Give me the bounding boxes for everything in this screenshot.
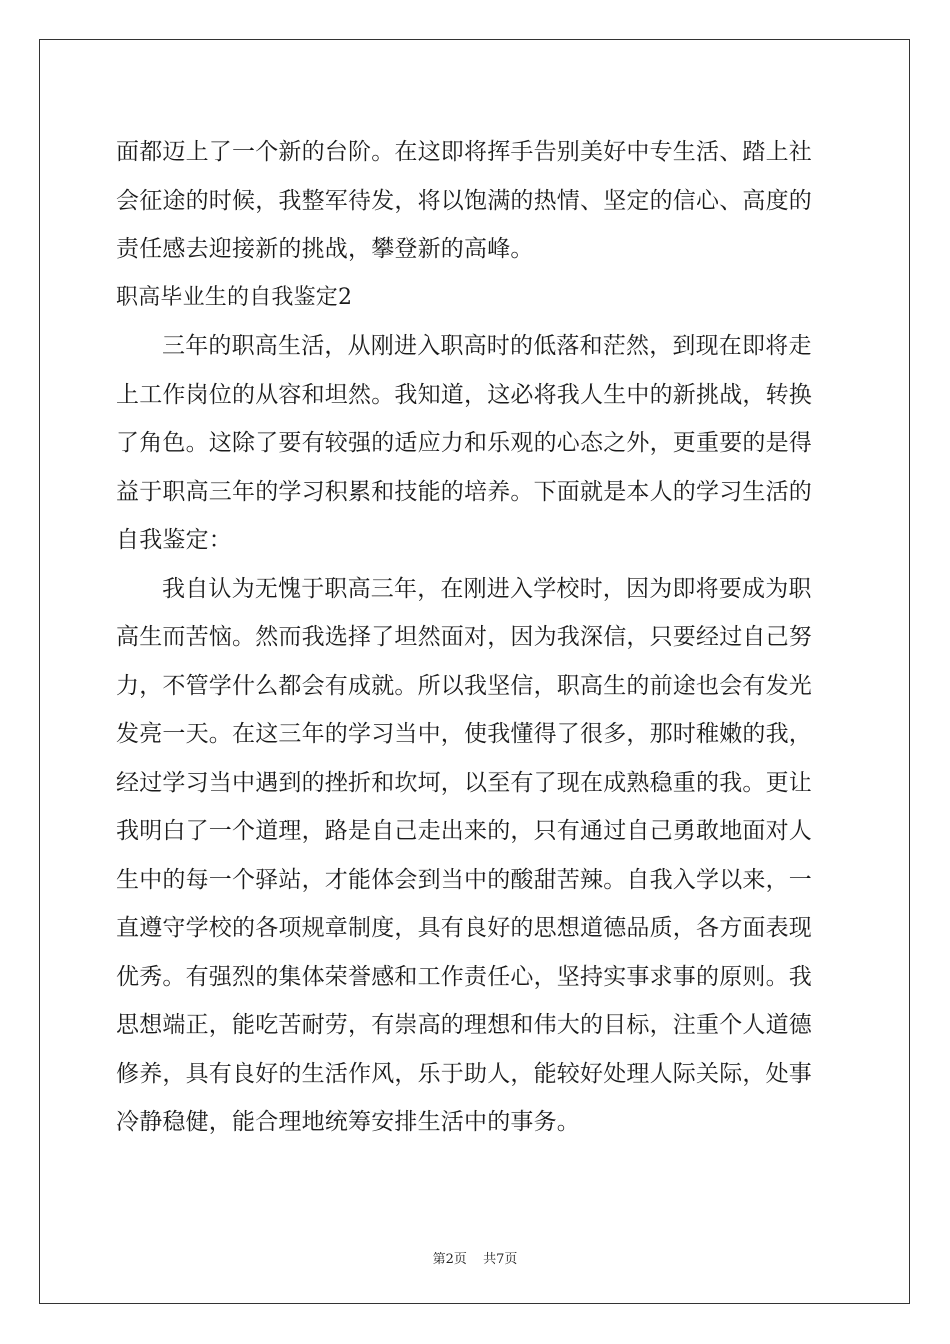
text-line: 益于职高三年的学习积累和技能的培养。下面就是本人的学习生活的 — [116, 478, 812, 505]
text-line: 冷静稳健，能合理地统筹安排生活中的事务。 — [116, 1109, 580, 1135]
text-line: 上工作岗位的从容和坦然。我知道，这必将我人生中的新挑战，转换 — [116, 381, 812, 408]
text-line: 高生而苦恼。然而我选择了坦然面对，因为我深信，只要经过自己努 — [116, 624, 812, 650]
page-number: 第2页 — [432, 1252, 467, 1267]
text-line: 责任感去迎接新的挑战，攀登新的高峰。 — [116, 236, 534, 262]
text-line: 了角色。这除了要有较强的适应力和乐观的心态之外，更重要的是得 — [116, 430, 812, 456]
text-line: 自我鉴定： — [116, 527, 232, 553]
text-line: 面都迈上了一个新的台阶。在这即将挥手告别美好中专生活、踏上社 — [116, 139, 812, 165]
page-total: 共7页 — [483, 1252, 518, 1267]
text-line: 优秀。有强烈的集体荣誉感和工作责任心，坚持实事求事的原则。我 — [116, 963, 812, 990]
text-line: 修养，具有良好的生活作风，乐于助人，能较好处理人际关际，处事 — [116, 1060, 812, 1087]
page-footer — [0, 1248, 950, 1267]
text-line: 经过学习当中遇到的挫折和坎坷，以至有了现在成熟稳重的我。更让 — [116, 769, 812, 796]
section-heading: 职高毕业生的自我鉴定2 — [116, 284, 353, 310]
document-body — [116, 128, 834, 1147]
text-line: 会征途的时候，我整军待发，将以饱满的热情、坚定的信心、高度的 — [116, 187, 812, 214]
text-line: 力，不管学什么都会有成就。所以我坚信，职高生的前途也会有发光 — [116, 672, 812, 699]
paragraph-first-line: 三年的职高生活，从刚进入职高时的低落和茫然，到现在即将走 — [162, 333, 812, 359]
text-line: 思想端正，能吃苦耐劳，有崇高的理想和伟大的目标，注重个人道德 — [116, 1012, 812, 1038]
text-line: 发亮一天。在这三年的学习当中，使我懂得了很多，那时稚嫩的我， — [116, 721, 812, 747]
paragraph-first-line: 我自认为无愧于职高三年，在刚进入学校时，因为即将要成为职 — [162, 575, 812, 602]
text-line: 直遵守学校的各项规章制度，具有良好的思想道德品质，各方面表现 — [116, 915, 812, 941]
text-line: 生中的每一个驿站，才能体会到当中的酸甜苦辣。自我入学以来，一 — [116, 866, 812, 893]
text-line: 我明白了一个道理，路是自己走出来的，只有通过自己勇敢地面对人 — [116, 818, 812, 844]
